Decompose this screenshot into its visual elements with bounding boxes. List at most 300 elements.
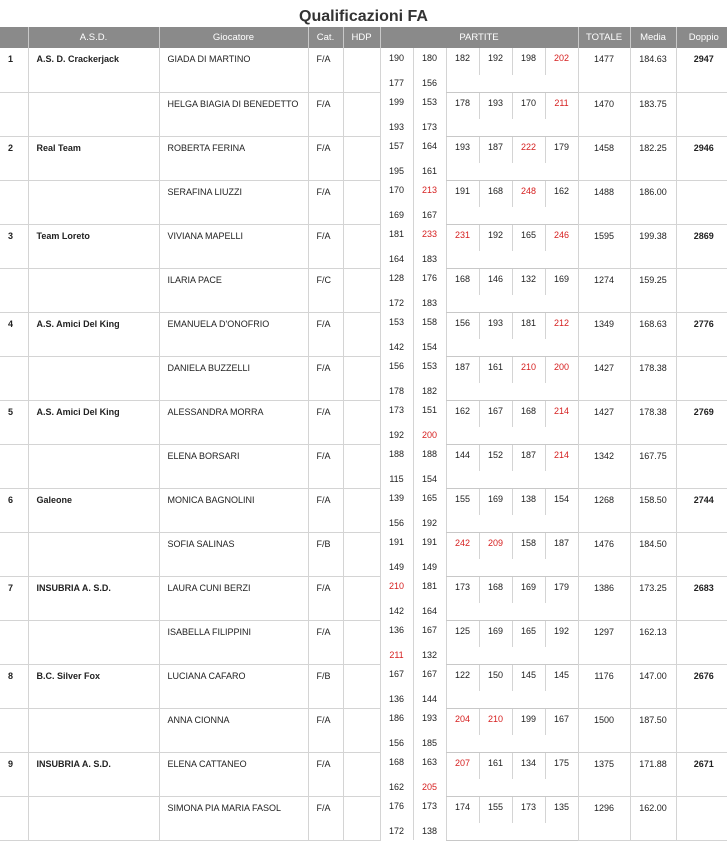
player-hdp — [343, 400, 380, 444]
team-club: A.S. Amici Del King — [28, 312, 159, 356]
games-filler — [446, 295, 578, 312]
game-score: 136 — [380, 620, 413, 647]
player-total: 1386 — [578, 576, 630, 620]
games-filler — [446, 691, 578, 708]
player-hdp — [343, 180, 380, 224]
game-score: 165 — [413, 488, 446, 515]
game-score: 198 — [512, 48, 545, 75]
game-score: 187 — [512, 444, 545, 471]
player-total: 1375 — [578, 752, 630, 796]
player-average: 199.38 — [630, 224, 676, 268]
team-position: 6 — [0, 488, 28, 532]
team-club-empty — [28, 796, 159, 840]
game-score: 205 — [413, 779, 446, 796]
game-score: 191 — [413, 532, 446, 559]
table-row — [0, 92, 727, 119]
game-score: 179 — [545, 576, 578, 603]
table-row — [0, 752, 727, 779]
game-score: 188 — [380, 444, 413, 471]
team-club-empty — [28, 444, 159, 488]
team-position-empty — [0, 180, 28, 224]
table-row — [0, 224, 727, 251]
player-category: F/A — [308, 488, 343, 532]
game-score: 128 — [380, 268, 413, 295]
game-score: 135 — [545, 796, 578, 823]
team-club: A.S. Amici Del King — [28, 400, 159, 444]
game-score: 122 — [446, 664, 479, 691]
player-average: 182.25 — [630, 136, 676, 180]
game-score: 181 — [380, 224, 413, 251]
game-score: 175 — [545, 752, 578, 779]
game-score: 191 — [446, 180, 479, 207]
game-score: 191 — [380, 532, 413, 559]
team-double-empty — [676, 444, 727, 488]
col-header-double: Doppio — [676, 27, 727, 48]
game-score: 168 — [380, 752, 413, 779]
game-score: 142 — [380, 603, 413, 620]
player-hdp — [343, 796, 380, 840]
team-position-empty — [0, 356, 28, 400]
player-total: 1427 — [578, 400, 630, 444]
game-score: 183 — [413, 251, 446, 268]
game-score: 151 — [413, 400, 446, 427]
col-header-hdp: HDP — [343, 27, 380, 48]
game-score: 165 — [512, 224, 545, 251]
team-position: 7 — [0, 576, 28, 620]
team-position-empty — [0, 796, 28, 840]
games-filler — [446, 383, 578, 400]
game-score: 199 — [512, 708, 545, 735]
team-club: INSUBRIA A. S.D. — [28, 576, 159, 620]
game-score: 167 — [545, 708, 578, 735]
games-filler — [446, 559, 578, 576]
games-filler — [446, 647, 578, 664]
player-hdp — [343, 620, 380, 664]
player-average: 178.38 — [630, 400, 676, 444]
team-double-empty — [676, 620, 727, 664]
game-score: 177 — [380, 75, 413, 92]
team-double: 2869 — [676, 224, 727, 268]
team-club-empty — [28, 532, 159, 576]
team-position-empty — [0, 92, 28, 136]
team-double: 2946 — [676, 136, 727, 180]
game-score: 181 — [512, 312, 545, 339]
game-score: 192 — [380, 427, 413, 444]
player-average: 178.38 — [630, 356, 676, 400]
team-double: 2671 — [676, 752, 727, 796]
game-score: 168 — [479, 180, 512, 207]
game-score: 172 — [380, 295, 413, 312]
col-header-cat: Cat. — [308, 27, 343, 48]
game-score: 138 — [413, 823, 446, 840]
player-average: 186.00 — [630, 180, 676, 224]
team-double: 2744 — [676, 488, 727, 532]
player-total: 1488 — [578, 180, 630, 224]
table-row — [0, 136, 727, 163]
game-score: 149 — [413, 559, 446, 576]
team-club: Real Team — [28, 136, 159, 180]
game-score: 187 — [446, 356, 479, 383]
player-hdp — [343, 224, 380, 268]
game-score: 248 — [512, 180, 545, 207]
game-score: 156 — [380, 735, 413, 752]
game-score: 146 — [479, 268, 512, 295]
player-name: ELENA CATTANEO — [159, 752, 308, 796]
game-score: 193 — [380, 119, 413, 136]
player-hdp — [343, 488, 380, 532]
player-average: 184.63 — [630, 48, 676, 92]
game-score: 233 — [413, 224, 446, 251]
game-score: 156 — [413, 75, 446, 92]
table-row — [0, 400, 727, 427]
player-name: LAURA CUNI BERZI — [159, 576, 308, 620]
game-score: 214 — [545, 400, 578, 427]
player-average: 147.00 — [630, 664, 676, 708]
game-score: 211 — [545, 92, 578, 119]
player-name: SERAFINA LIUZZI — [159, 180, 308, 224]
team-club: Team Loreto — [28, 224, 159, 268]
player-average: 187.50 — [630, 708, 676, 752]
player-category: F/A — [308, 796, 343, 840]
player-name: MONICA BAGNOLINI — [159, 488, 308, 532]
player-hdp — [343, 48, 380, 92]
game-score: 210 — [380, 576, 413, 603]
player-total: 1500 — [578, 708, 630, 752]
table-row — [0, 708, 727, 735]
team-position: 3 — [0, 224, 28, 268]
games-filler — [446, 603, 578, 620]
team-position-empty — [0, 444, 28, 488]
player-hdp — [343, 356, 380, 400]
team-double-empty — [676, 796, 727, 840]
game-score: 174 — [446, 796, 479, 823]
player-average: 167.75 — [630, 444, 676, 488]
player-hdp — [343, 708, 380, 752]
page-title: Qualificazioni FA — [299, 8, 428, 25]
team-double-empty — [676, 92, 727, 136]
col-header-player: Giocatore — [159, 27, 308, 48]
team-club: A.S. D. Crackerjack — [28, 48, 159, 92]
game-score: 181 — [413, 576, 446, 603]
player-name: ISABELLA FILIPPINI — [159, 620, 308, 664]
table-header-row — [0, 27, 727, 48]
game-score: 144 — [446, 444, 479, 471]
games-filler — [446, 75, 578, 92]
team-position-empty — [0, 708, 28, 752]
player-category: F/C — [308, 268, 343, 312]
game-score: 210 — [512, 356, 545, 383]
team-club-empty — [28, 92, 159, 136]
team-club: B.C. Silver Fox — [28, 664, 159, 708]
game-score: 170 — [380, 180, 413, 207]
player-category: F/A — [308, 312, 343, 356]
game-score: 156 — [380, 356, 413, 383]
team-club: Galeone — [28, 488, 159, 532]
player-category: F/A — [308, 356, 343, 400]
game-score: 154 — [413, 471, 446, 488]
game-score: 158 — [413, 312, 446, 339]
game-score: 192 — [479, 224, 512, 251]
game-score: 180 — [413, 48, 446, 75]
team-club-empty — [28, 620, 159, 664]
table-row — [0, 576, 727, 603]
game-score: 186 — [380, 708, 413, 735]
game-score: 179 — [545, 136, 578, 163]
game-score: 182 — [413, 383, 446, 400]
player-average: 168.63 — [630, 312, 676, 356]
game-score: 167 — [479, 400, 512, 427]
game-score: 169 — [479, 620, 512, 647]
player-name: VIVIANA MAPELLI — [159, 224, 308, 268]
player-category: F/A — [308, 620, 343, 664]
player-category: F/A — [308, 92, 343, 136]
game-score: 173 — [512, 796, 545, 823]
game-score: 193 — [479, 92, 512, 119]
player-hdp — [343, 752, 380, 796]
player-category: F/A — [308, 48, 343, 92]
game-score: 173 — [446, 576, 479, 603]
team-double-empty — [676, 708, 727, 752]
game-score: 200 — [545, 356, 578, 383]
player-name: ANNA CIONNA — [159, 708, 308, 752]
game-score: 139 — [380, 488, 413, 515]
game-score: 246 — [545, 224, 578, 251]
games-filler — [446, 251, 578, 268]
game-score: 132 — [512, 268, 545, 295]
table-row — [0, 532, 727, 559]
game-score: 158 — [512, 532, 545, 559]
team-position: 5 — [0, 400, 28, 444]
player-total: 1268 — [578, 488, 630, 532]
table-row — [0, 796, 727, 823]
game-score: 187 — [545, 532, 578, 559]
game-score: 164 — [380, 251, 413, 268]
player-category: F/A — [308, 708, 343, 752]
game-score: 209 — [479, 532, 512, 559]
games-filler — [446, 515, 578, 532]
team-double-empty — [676, 268, 727, 312]
player-average: 159.25 — [630, 268, 676, 312]
table-row — [0, 312, 727, 339]
game-score: 192 — [479, 48, 512, 75]
game-score: 125 — [446, 620, 479, 647]
game-score: 136 — [380, 691, 413, 708]
game-score: 168 — [446, 268, 479, 295]
games-filler — [446, 471, 578, 488]
team-club-empty — [28, 180, 159, 224]
player-average: 173.25 — [630, 576, 676, 620]
col-header-games: PARTITE — [380, 27, 578, 48]
player-total: 1476 — [578, 532, 630, 576]
player-total: 1274 — [578, 268, 630, 312]
game-score: 173 — [380, 400, 413, 427]
player-name: ROBERTA FERINA — [159, 136, 308, 180]
team-double-empty — [676, 180, 727, 224]
col-header-avg: Media — [630, 27, 676, 48]
player-name: ALESSANDRA MORRA — [159, 400, 308, 444]
game-score: 211 — [380, 647, 413, 664]
team-club: INSUBRIA A. S.D. — [28, 752, 159, 796]
game-score: 170 — [512, 92, 545, 119]
player-total: 1458 — [578, 136, 630, 180]
games-filler — [446, 339, 578, 356]
player-category: F/A — [308, 400, 343, 444]
games-filler — [446, 119, 578, 136]
game-score: 213 — [413, 180, 446, 207]
game-score: 155 — [446, 488, 479, 515]
player-hdp — [343, 576, 380, 620]
game-score: 142 — [380, 339, 413, 356]
game-score: 164 — [413, 603, 446, 620]
player-name: GIADA DI MARTINO — [159, 48, 308, 92]
game-score: 173 — [413, 119, 446, 136]
player-total: 1595 — [578, 224, 630, 268]
game-score: 154 — [413, 339, 446, 356]
game-score: 161 — [413, 163, 446, 180]
team-position: 2 — [0, 136, 28, 180]
game-score: 190 — [380, 48, 413, 75]
game-score: 132 — [413, 647, 446, 664]
game-score: 169 — [512, 576, 545, 603]
team-double: 2776 — [676, 312, 727, 356]
player-name: ELENA BORSARI — [159, 444, 308, 488]
player-total: 1176 — [578, 664, 630, 708]
game-score: 202 — [545, 48, 578, 75]
player-hdp — [343, 268, 380, 312]
team-club-empty — [28, 708, 159, 752]
team-double-empty — [676, 356, 727, 400]
player-total: 1470 — [578, 92, 630, 136]
game-score: 204 — [446, 708, 479, 735]
game-score: 188 — [413, 444, 446, 471]
player-name: SIMONA PIA MARIA FASOL — [159, 796, 308, 840]
player-category: F/B — [308, 532, 343, 576]
team-double: 2947 — [676, 48, 727, 92]
player-hdp — [343, 664, 380, 708]
game-score: 145 — [545, 664, 578, 691]
team-position-empty — [0, 268, 28, 312]
game-score: 172 — [380, 823, 413, 840]
player-hdp — [343, 532, 380, 576]
team-position: 8 — [0, 664, 28, 708]
game-score: 207 — [446, 752, 479, 779]
player-name: SOFIA SALINAS — [159, 532, 308, 576]
team-double: 2676 — [676, 664, 727, 708]
game-score: 167 — [380, 664, 413, 691]
player-total: 1296 — [578, 796, 630, 840]
game-score: 176 — [380, 796, 413, 823]
games-filler — [446, 779, 578, 796]
game-score: 163 — [413, 752, 446, 779]
player-total: 1297 — [578, 620, 630, 664]
player-total: 1477 — [578, 48, 630, 92]
table-row — [0, 48, 727, 75]
game-score: 144 — [413, 691, 446, 708]
game-score: 167 — [413, 620, 446, 647]
game-score: 212 — [545, 312, 578, 339]
player-average: 184.50 — [630, 532, 676, 576]
game-score: 176 — [413, 268, 446, 295]
col-header-pos — [0, 27, 28, 48]
col-header-club: A.S.D. — [28, 27, 159, 48]
player-category: F/A — [308, 752, 343, 796]
team-position-empty — [0, 620, 28, 664]
player-category: F/B — [308, 664, 343, 708]
game-score: 231 — [446, 224, 479, 251]
player-category: F/A — [308, 576, 343, 620]
player-category: F/A — [308, 444, 343, 488]
player-average: 158.50 — [630, 488, 676, 532]
game-score: 162 — [446, 400, 479, 427]
team-position-empty — [0, 532, 28, 576]
game-score: 165 — [512, 620, 545, 647]
game-score: 173 — [413, 796, 446, 823]
player-hdp — [343, 312, 380, 356]
table-row — [0, 664, 727, 691]
player-hdp — [343, 136, 380, 180]
player-name: ILARIA PACE — [159, 268, 308, 312]
player-hdp — [343, 92, 380, 136]
game-score: 145 — [512, 664, 545, 691]
games-filler — [446, 207, 578, 224]
player-average: 162.00 — [630, 796, 676, 840]
game-score: 169 — [545, 268, 578, 295]
game-score: 192 — [545, 620, 578, 647]
player-average: 162.13 — [630, 620, 676, 664]
team-position: 1 — [0, 48, 28, 92]
game-score: 161 — [479, 752, 512, 779]
game-score: 153 — [380, 312, 413, 339]
game-score: 152 — [479, 444, 512, 471]
game-score: 193 — [446, 136, 479, 163]
game-score: 242 — [446, 532, 479, 559]
game-score: 154 — [545, 488, 578, 515]
game-score: 214 — [545, 444, 578, 471]
game-score: 195 — [380, 163, 413, 180]
table-row — [0, 444, 727, 471]
game-score: 193 — [413, 708, 446, 735]
team-position: 9 — [0, 752, 28, 796]
team-double-empty — [676, 532, 727, 576]
game-score: 150 — [479, 664, 512, 691]
game-score: 169 — [479, 488, 512, 515]
game-score: 161 — [479, 356, 512, 383]
game-score: 193 — [479, 312, 512, 339]
game-score: 210 — [479, 708, 512, 735]
game-score: 178 — [380, 383, 413, 400]
games-filler — [446, 735, 578, 752]
game-score: 192 — [413, 515, 446, 532]
team-club-empty — [28, 356, 159, 400]
game-score: 167 — [413, 207, 446, 224]
games-filler — [446, 163, 578, 180]
game-score: 153 — [413, 356, 446, 383]
game-score: 115 — [380, 471, 413, 488]
game-score: 164 — [413, 136, 446, 163]
game-score: 157 — [380, 136, 413, 163]
game-score: 200 — [413, 427, 446, 444]
col-header-total: TOTALE — [578, 27, 630, 48]
player-hdp — [343, 444, 380, 488]
player-average: 171.88 — [630, 752, 676, 796]
table-row — [0, 180, 727, 207]
player-name: HELGA BIAGIA DI BENEDETTO — [159, 92, 308, 136]
games-filler — [446, 823, 578, 840]
game-score: 162 — [380, 779, 413, 796]
game-score: 182 — [446, 48, 479, 75]
table-row — [0, 620, 727, 647]
game-score: 155 — [479, 796, 512, 823]
